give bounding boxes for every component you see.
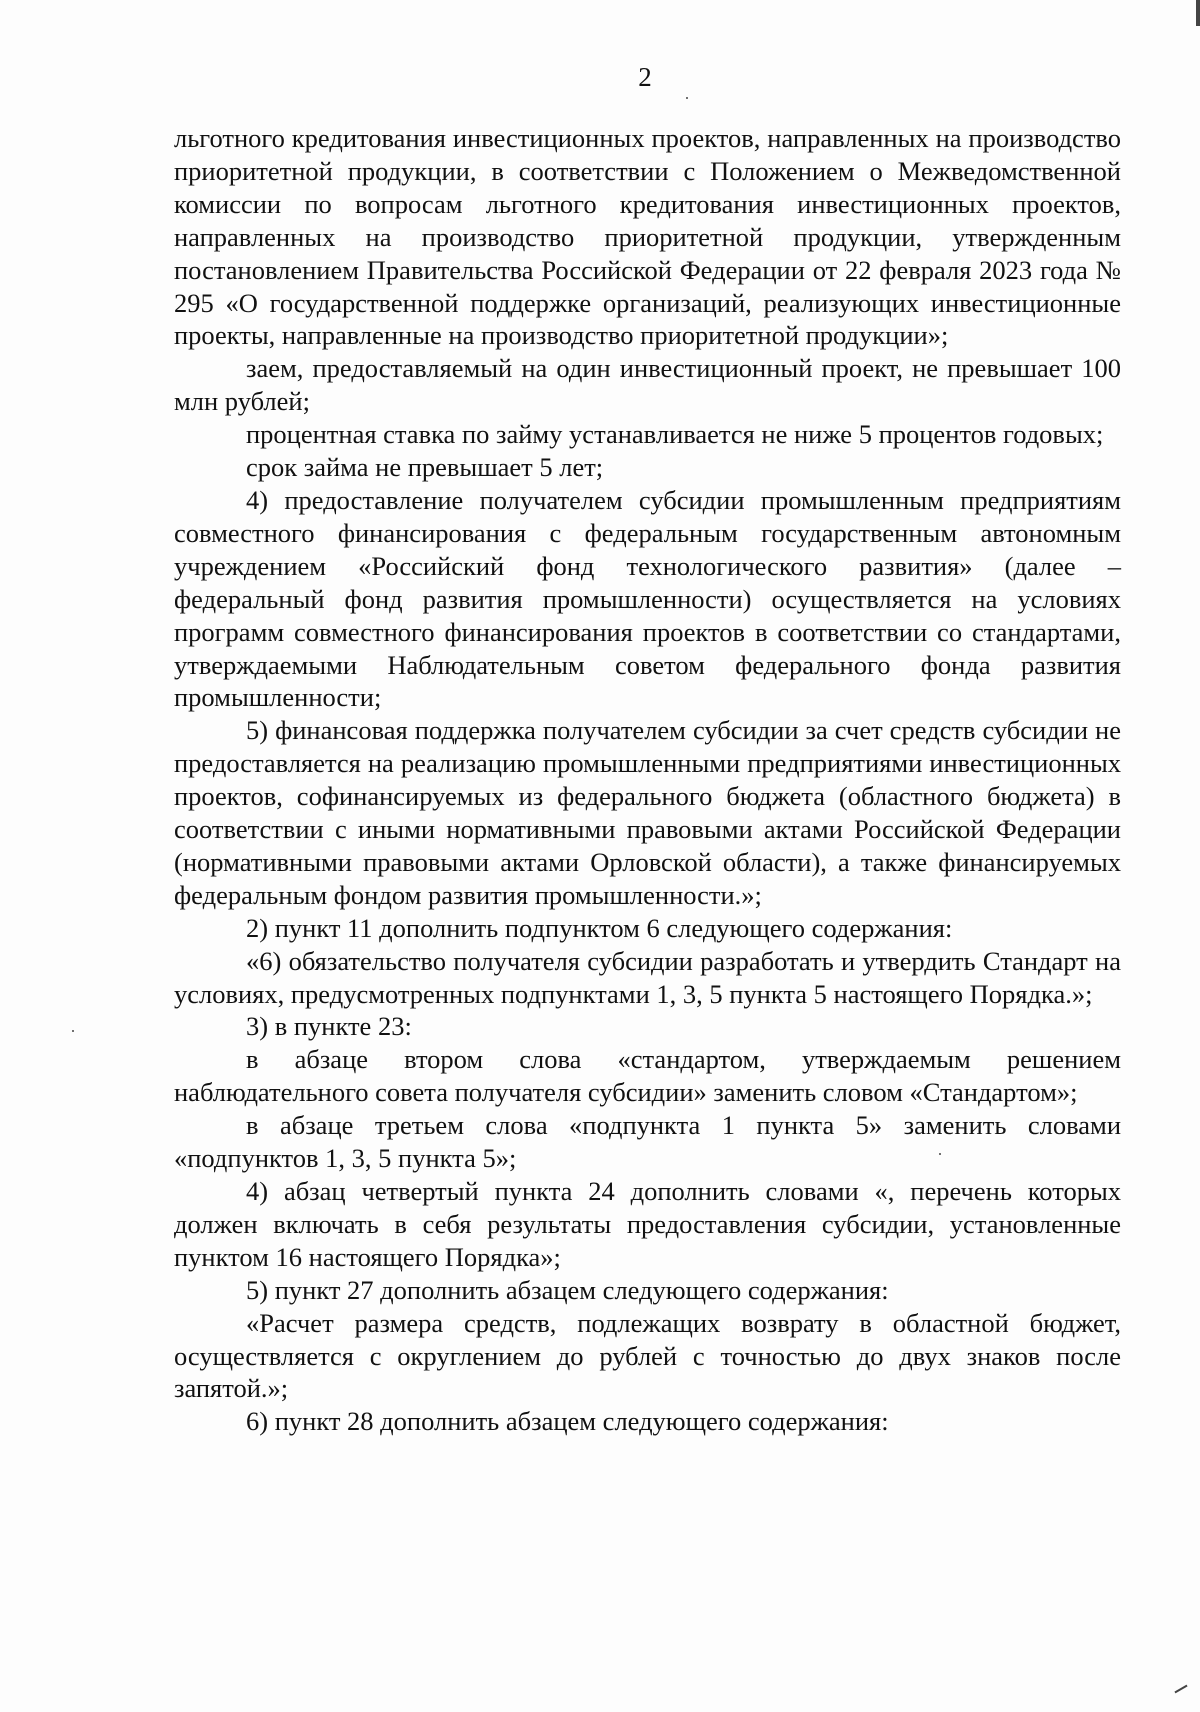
paragraph-loan-amount: заем, предоставляемый на один инвестиционный проект, не превышает 100 млн рублей; (174, 353, 1121, 417)
paragraph-amendment-5: 5) пункт 27 дополнить абзацем следующего содержания: (246, 1274, 889, 1305)
paragraph-loan-term: срок займа не превышает 5 лет; (246, 452, 604, 483)
paragraph-item-4: 4) предоставление получателем субсидии промышленным предприятиям совместного финансирования с федеральным государственным автономным учреждением «Российский фонд технологического развития» (далее – федеральный фонд развития промышленности) осуществляется на условиях программ совместного финансирования проектов в соответствии со стандартами, утверждаемыми Наблюдательным советом федерального фонда развития промышленности; (174, 484, 1121, 713)
paragraph-interest-rate: процентная ставка по займу устанавливается не ниже 5 процентов годовых; (246, 419, 1104, 450)
paragraph-second-abzats: в абзаце втором слова «стандартом, утверждаемым решением наблюдательного совета получателя субсидии» заменить словом «Стандартом»; (174, 1044, 1121, 1108)
paragraph-amendment-2: 2) пункт 11 дополнить подпунктом 6 следующего содержания: (246, 912, 953, 943)
scan-artifact (72, 1030, 74, 1032)
paragraph-third-abzats: в абзаце третьем слова «подпункта 1 пункта 5» заменить словами «подпунктов 1, 3, 5 пункта 5»; (174, 1110, 1121, 1174)
document-body (174, 122, 1121, 1438)
paragraph-continuation: льготного кредитования инвестиционных проектов, направленных на производство приоритетной продукции, в соответствии с Положением о Межведомственной комиссии по вопросам льготного кредитования инвестиционных проектов, направленных на производство приоритетной продукции, утвержденным постановлением Правительства Российской Федерации от 22 февраля 2023 года № 295 «О государственной поддержке организаций, реализующих инвестиционные проекты, направленные на производство приоритетной продукции»; (174, 123, 1121, 351)
scan-artifact (1196, 0, 1200, 26)
paragraph-amendment-3: 3) в пункте 23: (246, 1011, 412, 1042)
scan-artifact (686, 97, 688, 99)
paragraph-refund-calculation: «Расчет размера средств, подлежащих возврату в областной бюджет, осуществляется с округлением до рублей с точностью до двух знаков после запятой.»; (174, 1307, 1121, 1404)
scan-artifact (1174, 1685, 1187, 1694)
paragraph-amendment-6: 6) пункт 28 дополнить абзацем следующего содержания: (246, 1406, 889, 1437)
paragraph-subitem-6: «6) обязательство получателя субсидии разработать и утвердить Стандарт на условиях, предусмотренных подпунктами 1, 3, 5 пункта 5 настоящего Порядка.»; (174, 945, 1121, 1009)
page-number: 2 (638, 62, 652, 92)
paragraph-item-5: 5) финансовая поддержка получателем субсидии за счет средств субсидии не предоставляется на реализацию промышленными предприятиями инвестиционных проектов, софинансируемых из федерального бюджета (областного бюджета) в соответствии с иными нормативными правовыми актами Российской Федерации (нормативными правовыми актами Орловской области), а также финансируемых федеральным фондом развития промышленности.»; (174, 715, 1121, 910)
paragraph-amendment-4: 4) абзац четвертый пункта 24 дополнить словами «, перечень которых должен включать в себя результаты предоставления субсидии, установленные пунктом 16 настоящего Порядка»; (174, 1176, 1121, 1272)
